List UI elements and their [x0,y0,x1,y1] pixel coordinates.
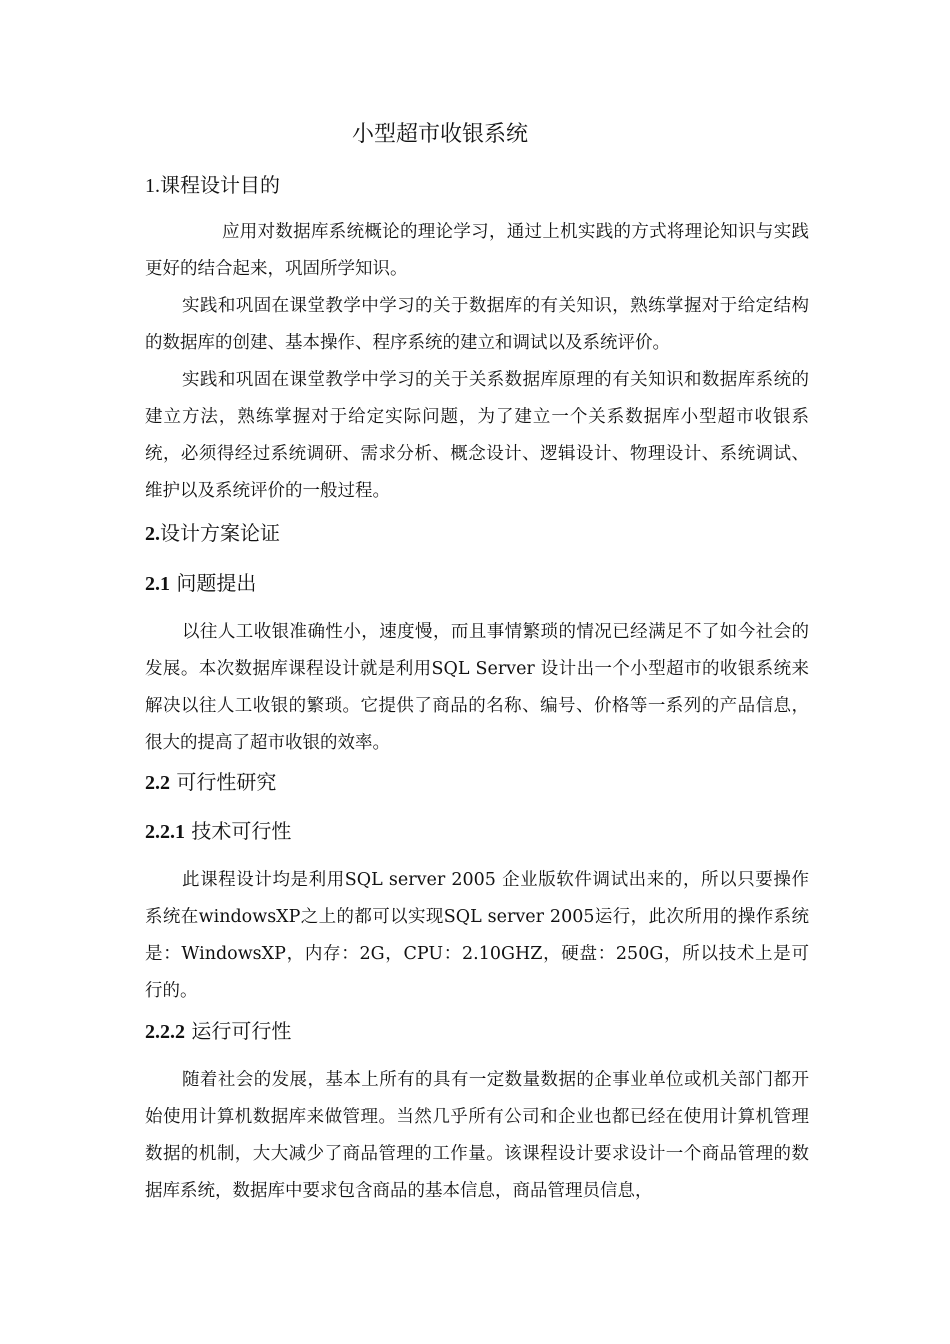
section-2-2-heading [145,767,276,798]
section-2-title: 设计方案论证 [160,521,280,545]
section-1-number: 1. [145,175,160,197]
paragraph-purpose-2: 实践和巩固在课堂教学中学习的关于数据库的有关知识，熟练掌握对于给定结构的数据库的创建、基本操作、程序系统的建立和调试以及系统评价。 [145,296,809,353]
paragraph-operational-feasibility: 随着社会的发展，基本上所有的具有一定数量数据的企事业单位或机关部门都开始使用计算机数据库来做管理。当然几乎所有公司和企业也都已经在使用计算机管理数据的机制，大大减少了商品管理的工作量。该课程设计要求设计一个商品管理的数据库系统，数据库中要求包含商品的基本信息，商品管理员信息， [145,1070,809,1201]
paragraph-problem: 以往人工收银准确性小，速度慢，而且事情繁琐的情况已经满足不了如今社会的发展。本次数据库课程设计就是利用SQL Server 设计出一个小型超市的收银系统来解决以往人工收银的繁琐。它提供了商品的名称、编号、价格等一系列的产品信息，很大的提高了超市收银的效率。 [145,622,809,753]
section-2-1-title: 问题提出 [170,571,257,595]
section-2-1-heading [145,568,256,599]
section-2-1-number: 2.1 [145,573,170,595]
section-2-number: 2. [145,523,160,545]
section-2-2-2-title: 运行可行性 [185,1019,292,1043]
section-2-2-2-number: 2.2.2 [145,1021,185,1043]
section-1-title: 课程设计目的 [160,173,280,197]
section-2-heading [145,518,280,549]
paragraph-purpose-3: 实践和巩固在课堂教学中学习的关于关系数据库原理的有关知识和数据库系统的建立方法，熟练掌握对于给定实际问题，为了建立一个关系数据库小型超市收银系统，必须得经过系统调研、需求分析、概念设计、逻辑设计、物理设计、系统调试、维护以及系统评价的一般过程。 [145,370,809,501]
section-2-2-1-heading [145,816,291,847]
document-title: 小型超市收银系统 [351,122,528,147]
paragraph-purpose-1: 应用对数据库系统概论的理论学习，通过上机实践的方式将理论知识与实践更好的结合起来，巩固所学知识。 [145,222,809,279]
section-2-2-title: 可行性研究 [170,770,277,794]
section-2-2-2-heading [145,1016,291,1047]
section-2-2-number: 2.2 [145,772,170,794]
section-2-2-1-number: 2.2.1 [145,821,185,843]
paragraph-technical-feasibility: 此课程设计均是利用SQL server 2005 企业版软件调试出来的，所以只要操作系统在windowsXP之上的都可以实现SQL server 2005运行，此次所用的操作系统是：WindowsXP，内存：2G，CPU：2.10GHZ，硬盘：250G，所以技术上是可行的。 [145,870,809,1001]
section-1-heading [145,170,280,201]
section-2-2-1-title: 技术可行性 [185,819,292,843]
